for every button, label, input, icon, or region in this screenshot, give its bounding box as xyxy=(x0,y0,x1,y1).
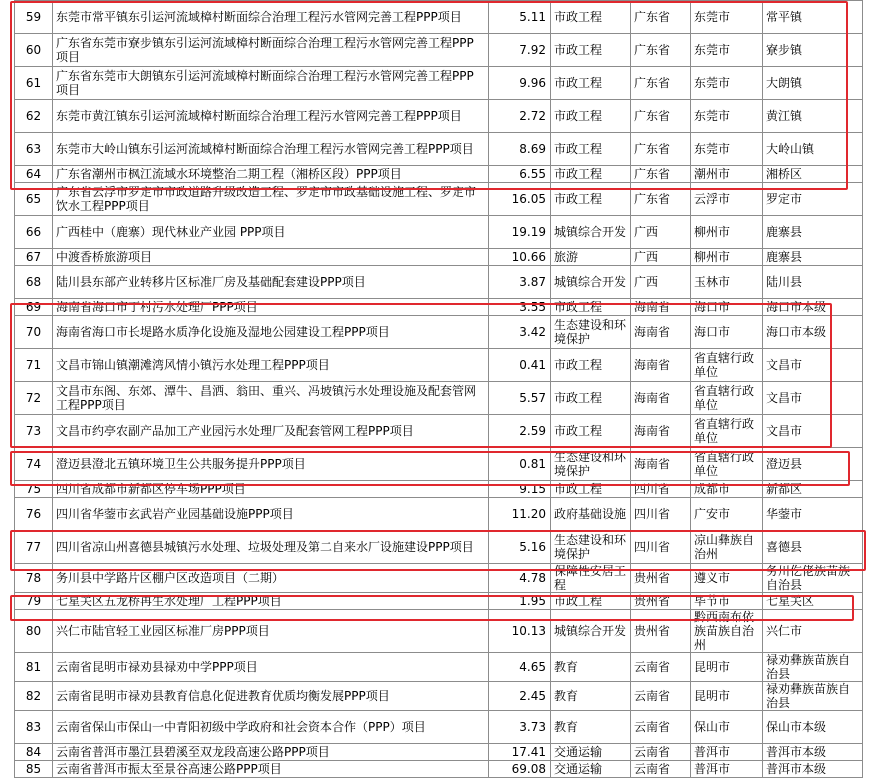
cell-city: 东莞市 xyxy=(691,67,763,100)
table-row xyxy=(15,653,863,682)
cell-county: 大岭山镇 xyxy=(763,133,863,166)
cell-city: 东莞市 xyxy=(691,34,763,67)
cell-no: 84 xyxy=(15,744,53,761)
cell-project-name: 中渡香桥旅游项目 xyxy=(53,249,489,266)
cell-industry: 教育 xyxy=(551,653,631,682)
cell-city: 黔西南布依族苗族自治州 xyxy=(691,610,763,653)
cell-city: 毕节市 xyxy=(691,593,763,610)
table-row xyxy=(15,448,863,481)
cell-investment: 5.11 xyxy=(489,1,551,34)
table-row xyxy=(15,744,863,761)
cell-city: 省直辖行政单位 xyxy=(691,415,763,448)
cell-province: 贵州省 xyxy=(631,593,691,610)
cell-investment: 4.65 xyxy=(489,653,551,682)
cell-city: 省直辖行政单位 xyxy=(691,448,763,481)
cell-investment: 5.57 xyxy=(489,382,551,415)
cell-county: 寮步镇 xyxy=(763,34,863,67)
cell-county: 文昌市 xyxy=(763,382,863,415)
cell-county: 鹿寨县 xyxy=(763,216,863,249)
cell-project-name: 务川县中学路片区棚户区改造项目（二期） xyxy=(53,564,489,593)
cell-province: 云南省 xyxy=(631,761,691,778)
cell-project-name: 四川省华蓥市玄武岩产业园基础设施PPP项目 xyxy=(53,498,489,531)
cell-province: 广东省 xyxy=(631,100,691,133)
cell-no: 72 xyxy=(15,382,53,415)
table-row xyxy=(15,100,863,133)
cell-investment: 3.73 xyxy=(489,711,551,744)
cell-no: 69 xyxy=(15,299,53,316)
cell-no: 65 xyxy=(15,183,53,216)
cell-county: 禄劝彝族苗族自治县 xyxy=(763,653,863,682)
cell-industry: 市政工程 xyxy=(551,415,631,448)
cell-investment: 6.55 xyxy=(489,166,551,183)
cell-county: 文昌市 xyxy=(763,349,863,382)
cell-county: 七星关区 xyxy=(763,593,863,610)
cell-city: 东莞市 xyxy=(691,100,763,133)
cell-no: 75 xyxy=(15,481,53,498)
table-row xyxy=(15,711,863,744)
cell-city: 海口市 xyxy=(691,316,763,349)
cell-project-name: 云南省保山市保山一中青阳初级中学政府和社会资本合作（PPP）项目 xyxy=(53,711,489,744)
cell-investment: 7.92 xyxy=(489,34,551,67)
cell-county: 华蓥市 xyxy=(763,498,863,531)
cell-county: 海口市本级 xyxy=(763,299,863,316)
cell-investment: 16.05 xyxy=(489,183,551,216)
cell-city: 云浮市 xyxy=(691,183,763,216)
cell-project-name: 海南省海口市丁村污水处理厂PPP项目 xyxy=(53,299,489,316)
cell-project-name: 云南省昆明市禄劝县禄劝中学PPP项目 xyxy=(53,653,489,682)
cell-no: 80 xyxy=(15,610,53,653)
cell-province: 海南省 xyxy=(631,382,691,415)
cell-city: 潮州市 xyxy=(691,166,763,183)
cell-county: 普洱市本级 xyxy=(763,761,863,778)
cell-province: 云南省 xyxy=(631,682,691,711)
cell-industry: 政府基础设施 xyxy=(551,498,631,531)
cell-province: 云南省 xyxy=(631,711,691,744)
cell-city: 普洱市 xyxy=(691,744,763,761)
cell-project-name: 文昌市约亭农副产品加工产业园污水处理厂及配套管网工程PPP项目 xyxy=(53,415,489,448)
cell-county: 湘桥区 xyxy=(763,166,863,183)
cell-county: 兴仁市 xyxy=(763,610,863,653)
cell-investment: 10.66 xyxy=(489,249,551,266)
cell-no: 82 xyxy=(15,682,53,711)
cell-province: 贵州省 xyxy=(631,564,691,593)
cell-industry: 市政工程 xyxy=(551,481,631,498)
cell-province: 广东省 xyxy=(631,34,691,67)
cell-industry: 城镇综合开发 xyxy=(551,610,631,653)
cell-city: 普洱市 xyxy=(691,761,763,778)
cell-county: 澄迈县 xyxy=(763,448,863,481)
cell-city: 凉山彝族自治州 xyxy=(691,531,763,564)
cell-no: 77 xyxy=(15,531,53,564)
cell-investment: 2.72 xyxy=(489,100,551,133)
cell-no: 66 xyxy=(15,216,53,249)
cell-industry: 市政工程 xyxy=(551,133,631,166)
cell-industry: 市政工程 xyxy=(551,299,631,316)
cell-province: 广东省 xyxy=(631,166,691,183)
cell-county: 普洱市本级 xyxy=(763,744,863,761)
cell-province: 广西 xyxy=(631,216,691,249)
cell-province: 四川省 xyxy=(631,531,691,564)
cell-province: 云南省 xyxy=(631,653,691,682)
cell-county: 黄江镇 xyxy=(763,100,863,133)
cell-county: 保山市本级 xyxy=(763,711,863,744)
table-row xyxy=(15,415,863,448)
cell-province: 四川省 xyxy=(631,498,691,531)
cell-province: 广东省 xyxy=(631,1,691,34)
cell-city: 东莞市 xyxy=(691,1,763,34)
cell-county: 鹿寨县 xyxy=(763,249,863,266)
cell-no: 61 xyxy=(15,67,53,100)
table-row xyxy=(15,382,863,415)
table-row xyxy=(15,593,863,610)
table-row xyxy=(15,299,863,316)
cell-province: 四川省 xyxy=(631,481,691,498)
cell-county: 陆川县 xyxy=(763,266,863,299)
table-row xyxy=(15,34,863,67)
cell-county: 禄劝彝族苗族自治县 xyxy=(763,682,863,711)
cell-no: 78 xyxy=(15,564,53,593)
table-row xyxy=(15,498,863,531)
cell-city: 柳州市 xyxy=(691,249,763,266)
cell-no: 63 xyxy=(15,133,53,166)
table-row xyxy=(15,564,863,593)
cell-industry: 生态建设和环境保护 xyxy=(551,531,631,564)
cell-county: 文昌市 xyxy=(763,415,863,448)
cell-project-name: 东莞市常平镇东引运河流域樟村断面综合治理工程污水管网完善工程PPP项目 xyxy=(53,1,489,34)
cell-province: 海南省 xyxy=(631,415,691,448)
cell-investment: 9.96 xyxy=(489,67,551,100)
cell-investment: 2.59 xyxy=(489,415,551,448)
cell-project-name: 东莞市大岭山镇东引运河流域樟村断面综合治理工程污水管网完善工程PPP项目 xyxy=(53,133,489,166)
cell-county: 罗定市 xyxy=(763,183,863,216)
table-row xyxy=(15,166,863,183)
cell-county: 新都区 xyxy=(763,481,863,498)
cell-city: 省直辖行政单位 xyxy=(691,349,763,382)
table-row xyxy=(15,682,863,711)
cell-project-name: 广东省潮州市枫江流域水环境整治二期工程（湘桥区段）PPP项目 xyxy=(53,166,489,183)
cell-investment: 5.16 xyxy=(489,531,551,564)
cell-city: 保山市 xyxy=(691,711,763,744)
cell-project-name: 东莞市黄江镇东引运河流域樟村断面综合治理工程污水管网完善工程PPP项目 xyxy=(53,100,489,133)
cell-city: 柳州市 xyxy=(691,216,763,249)
cell-county: 务川仡佬族苗族自治县 xyxy=(763,564,863,593)
cell-city: 昆明市 xyxy=(691,653,763,682)
cell-industry: 市政工程 xyxy=(551,183,631,216)
table-row xyxy=(15,610,863,653)
cell-no: 73 xyxy=(15,415,53,448)
cell-industry: 市政工程 xyxy=(551,166,631,183)
cell-industry: 保障性安居工程 xyxy=(551,564,631,593)
cell-industry: 市政工程 xyxy=(551,349,631,382)
cell-project-name: 兴仁市陆官轻工业园区标准厂房PPP项目 xyxy=(53,610,489,653)
project-table-body xyxy=(15,1,863,778)
cell-project-name: 四川省成都市新都区停车场PPP项目 xyxy=(53,481,489,498)
cell-industry: 市政工程 xyxy=(551,593,631,610)
cell-province: 广西 xyxy=(631,249,691,266)
cell-province: 广东省 xyxy=(631,67,691,100)
cell-project-name: 广东省云浮市罗定市市政道路升级改造工程、罗定市市政基础设施工程、罗定市饮水工程PPP项目 xyxy=(53,183,489,216)
cell-investment: 2.45 xyxy=(489,682,551,711)
cell-city: 省直辖行政单位 xyxy=(691,382,763,415)
cell-industry: 城镇综合开发 xyxy=(551,216,631,249)
cell-project-name: 广东省东莞市寮步镇东引运河流域樟村断面综合治理工程污水管网完善工程PPP项目 xyxy=(53,34,489,67)
cell-no: 81 xyxy=(15,653,53,682)
cell-no: 68 xyxy=(15,266,53,299)
cell-no: 71 xyxy=(15,349,53,382)
cell-no: 74 xyxy=(15,448,53,481)
cell-province: 广西 xyxy=(631,266,691,299)
cell-province: 广东省 xyxy=(631,183,691,216)
cell-project-name: 七星关区五龙桥再生水处理厂工程PPP项目 xyxy=(53,593,489,610)
cell-investment: 10.13 xyxy=(489,610,551,653)
cell-industry: 市政工程 xyxy=(551,67,631,100)
cell-industry: 市政工程 xyxy=(551,100,631,133)
cell-investment: 3.42 xyxy=(489,316,551,349)
cell-project-name: 文昌市东阁、东郊、潭牛、昌洒、翁田、重兴、冯坡镇污水处理设施及配套管网工程PPP项目 xyxy=(53,382,489,415)
cell-industry: 交通运输 xyxy=(551,761,631,778)
cell-project-name: 云南省普洱市振太至景谷高速公路PPP项目 xyxy=(53,761,489,778)
cell-project-name: 云南省普洱市墨江县碧溪至双龙段高速公路PPP项目 xyxy=(53,744,489,761)
cell-no: 79 xyxy=(15,593,53,610)
cell-no: 62 xyxy=(15,100,53,133)
table-row xyxy=(15,266,863,299)
cell-project-name: 广西桂中（鹿寨）现代林业产业园 PPP项目 xyxy=(53,216,489,249)
project-table xyxy=(14,0,863,778)
cell-project-name: 海南省海口市长堤路水质净化设施及湿地公园建设工程PPP项目 xyxy=(53,316,489,349)
table-row xyxy=(15,67,863,100)
cell-industry: 市政工程 xyxy=(551,382,631,415)
cell-city: 海口市 xyxy=(691,299,763,316)
cell-city: 成都市 xyxy=(691,481,763,498)
cell-no: 60 xyxy=(15,34,53,67)
cell-no: 85 xyxy=(15,761,53,778)
cell-industry: 生态建设和环境保护 xyxy=(551,316,631,349)
cell-investment: 3.55 xyxy=(489,299,551,316)
cell-investment: 0.81 xyxy=(489,448,551,481)
cell-city: 东莞市 xyxy=(691,133,763,166)
cell-county: 大朗镇 xyxy=(763,67,863,100)
cell-province: 广东省 xyxy=(631,133,691,166)
cell-investment: 1.95 xyxy=(489,593,551,610)
cell-province: 海南省 xyxy=(631,448,691,481)
cell-county: 喜德县 xyxy=(763,531,863,564)
cell-province: 海南省 xyxy=(631,349,691,382)
cell-city: 昆明市 xyxy=(691,682,763,711)
cell-project-name: 广东省东莞市大朗镇东引运河流域樟村断面综合治理工程污水管网完善工程PPP项目 xyxy=(53,67,489,100)
table-row xyxy=(15,761,863,778)
cell-industry: 旅游 xyxy=(551,249,631,266)
cell-investment: 8.69 xyxy=(489,133,551,166)
cell-project-name: 陆川县东部产业转移片区标准厂房及基础配套建设PPP项目 xyxy=(53,266,489,299)
cell-project-name: 云南省昆明市禄劝县教育信息化促进教育优质均衡发展PPP项目 xyxy=(53,682,489,711)
cell-industry: 交通运输 xyxy=(551,744,631,761)
cell-county: 常平镇 xyxy=(763,1,863,34)
cell-no: 64 xyxy=(15,166,53,183)
table-row xyxy=(15,349,863,382)
cell-no: 83 xyxy=(15,711,53,744)
table-row xyxy=(15,1,863,34)
table-row xyxy=(15,531,863,564)
cell-industry: 市政工程 xyxy=(551,1,631,34)
cell-investment: 17.41 xyxy=(489,744,551,761)
cell-industry: 生态建设和环境保护 xyxy=(551,448,631,481)
cell-no: 67 xyxy=(15,249,53,266)
cell-county: 海口市本级 xyxy=(763,316,863,349)
cell-industry: 城镇综合开发 xyxy=(551,266,631,299)
cell-investment: 4.78 xyxy=(489,564,551,593)
cell-project-name: 四川省凉山州喜德县城镇污水处理、垃圾处理及第二自来水厂设施建设PPP项目 xyxy=(53,531,489,564)
table-row xyxy=(15,249,863,266)
cell-city: 玉林市 xyxy=(691,266,763,299)
cell-investment: 0.41 xyxy=(489,349,551,382)
cell-province: 海南省 xyxy=(631,299,691,316)
cell-investment: 11.20 xyxy=(489,498,551,531)
table-row xyxy=(15,216,863,249)
table-row xyxy=(15,481,863,498)
cell-industry: 教育 xyxy=(551,682,631,711)
cell-project-name: 澄迈县澄北五镇环境卫生公共服务提升PPP项目 xyxy=(53,448,489,481)
cell-province: 海南省 xyxy=(631,316,691,349)
cell-province: 贵州省 xyxy=(631,610,691,653)
cell-province: 云南省 xyxy=(631,744,691,761)
cell-investment: 19.19 xyxy=(489,216,551,249)
cell-no: 59 xyxy=(15,1,53,34)
table-row xyxy=(15,316,863,349)
cell-industry: 教育 xyxy=(551,711,631,744)
cell-no: 76 xyxy=(15,498,53,531)
table-row xyxy=(15,183,863,216)
cell-industry: 市政工程 xyxy=(551,34,631,67)
cell-investment: 9.15 xyxy=(489,481,551,498)
table-row xyxy=(15,133,863,166)
cell-city: 广安市 xyxy=(691,498,763,531)
cell-city: 遵义市 xyxy=(691,564,763,593)
cell-project-name: 文昌市锦山镇潮滩湾风情小镇污水处理工程PPP项目 xyxy=(53,349,489,382)
cell-investment: 3.87 xyxy=(489,266,551,299)
cell-investment: 69.08 xyxy=(489,761,551,778)
cell-no: 70 xyxy=(15,316,53,349)
